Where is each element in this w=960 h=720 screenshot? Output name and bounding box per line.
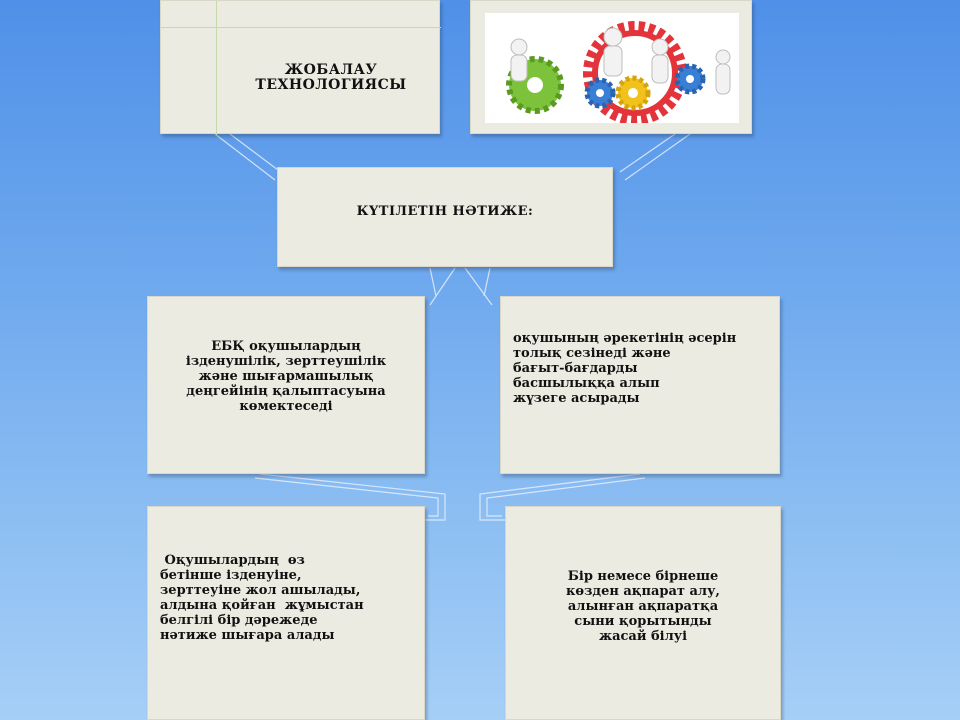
text-line: алдына қойған жұмыстан xyxy=(160,598,364,613)
text-line: толық сезінеді және xyxy=(513,346,671,361)
text-line: ізденушілік, зерттеушілік xyxy=(185,354,387,369)
text-line: бағыт-бағдарды xyxy=(513,361,638,376)
result-box-research xyxy=(147,506,425,720)
text-line: Бір немесе бірнеше xyxy=(567,569,719,584)
text-line: көзден ақпарат алу, xyxy=(566,584,720,599)
text-line: алынған ақпаратқа xyxy=(567,599,719,614)
text-line: зерттеуіне жол ашылады, xyxy=(160,583,361,598)
expected-result-box xyxy=(277,167,613,267)
text-line: жүзеге асырады xyxy=(513,391,640,406)
technology-title xyxy=(221,63,441,93)
result-text-awareness xyxy=(513,331,736,406)
text-line: белгілі бір дәрежеде xyxy=(160,613,318,628)
text-line: және шығармашылық xyxy=(198,369,374,384)
result-box-information xyxy=(505,506,781,720)
text-line: деңгейінің қалыптасуына xyxy=(186,384,386,399)
text-line: жасай білуі xyxy=(598,629,688,644)
decorative-vertical-line xyxy=(216,1,217,135)
text-line: басшылыққа алып xyxy=(513,376,660,391)
text-line: сыни қорытынды xyxy=(574,614,712,629)
decorative-horizontal-line xyxy=(161,27,441,28)
text-line: оқушының әрекетінің әсерін xyxy=(513,331,737,346)
expected-result-label: КҮТІЛЕТІН НӘТИЖЕ: xyxy=(356,204,534,219)
text-line: ЕБҚ оқушылардың xyxy=(211,339,361,354)
text-line: Оқушылардың өз xyxy=(160,553,305,568)
result-text-skills xyxy=(162,339,410,414)
gears-teamwork-icon xyxy=(485,13,739,123)
result-text-information xyxy=(506,569,780,644)
gears-image-box xyxy=(470,0,752,134)
result-box-awareness xyxy=(500,296,780,474)
text-line: бетінше ізденуіне, xyxy=(160,568,302,583)
text-line: нәтиже шығара алады xyxy=(160,628,335,643)
title-line-1: ЖОБАЛАУ xyxy=(284,62,378,78)
technology-title-box xyxy=(160,0,440,134)
result-text-research xyxy=(160,553,364,643)
text-line: көмектеседі xyxy=(239,399,333,414)
title-line-2: ТЕХНОЛОГИЯСЫ xyxy=(255,77,407,93)
result-box-skills xyxy=(147,296,425,474)
